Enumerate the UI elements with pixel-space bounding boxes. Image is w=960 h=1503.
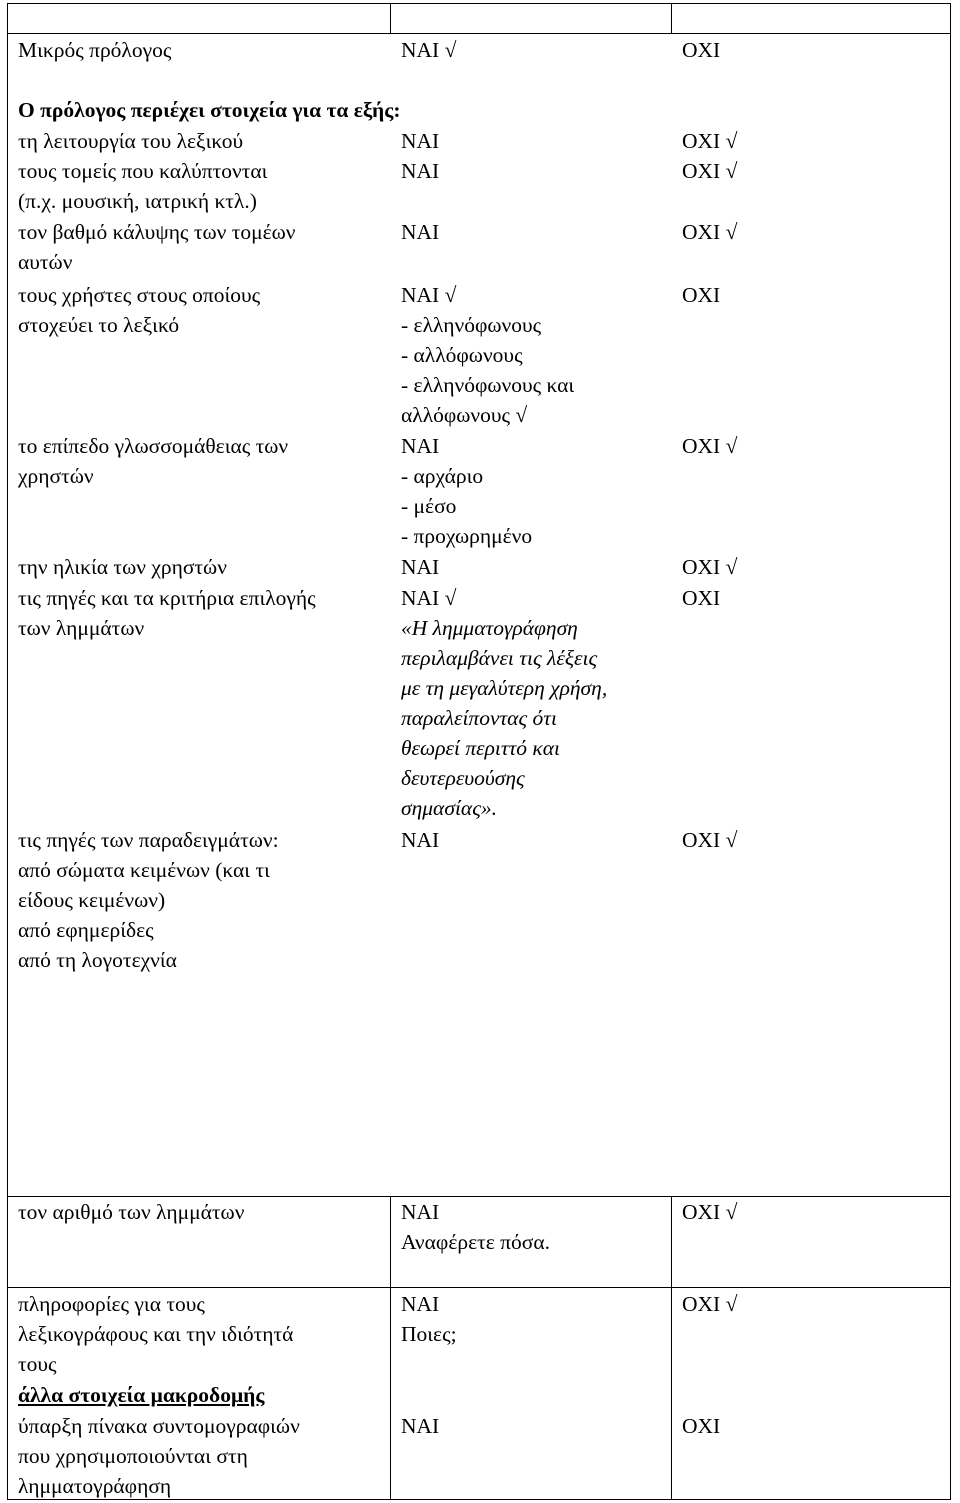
sources-quote-line: παραλείποντας ότι <box>401 706 557 730</box>
prologue-no: ΟΧΙ <box>682 38 721 62</box>
coverage-label: τον βαθμό κάλυψης των τομέων <box>18 220 296 244</box>
column-divider <box>390 1196 391 1500</box>
example-sources-no: ΟΧΙ √ <box>682 828 738 852</box>
coverage-yes: ΝΑΙ <box>401 220 440 244</box>
coverage-label-2: αυτών <box>18 250 73 274</box>
macrostructure-heading: άλλα στοιχεία μακροδομής <box>18 1383 265 1407</box>
entry-count-note: Αναφέρετε πόσα. <box>401 1230 550 1254</box>
proficiency-yes: ΝΑΙ <box>401 434 440 458</box>
lexicographers-label-3: τους <box>18 1352 57 1376</box>
example-sources-line: από εφημερίδες <box>18 918 154 942</box>
example-sources-line: τις πηγές των παραδειγμάτων: <box>18 828 279 852</box>
sources-yes: ΝΑΙ √ <box>401 586 457 610</box>
column-divider <box>390 3 391 33</box>
proficiency-option: - προχωρημένο <box>401 524 533 548</box>
entry-count-no: ΟΧΙ √ <box>682 1200 738 1224</box>
entry-count-label: τον αριθμό των λημμάτων <box>18 1200 245 1224</box>
prologue-yes: ΝΑΙ √ <box>401 38 457 62</box>
sources-quote-line: δευτερευούσης <box>401 766 525 790</box>
target-users-option: αλλόφωνους √ <box>401 403 528 427</box>
target-users-option: - αλλόφωνους <box>401 343 523 367</box>
coverage-no: ΟΧΙ √ <box>682 220 738 244</box>
domains-no: ΟΧΙ √ <box>682 159 738 183</box>
abbreviations-label: ύπαρξη πίνακα συντομογραφιών <box>18 1414 300 1438</box>
proficiency-label: το επίπεδο γλωσσομάθειας των <box>18 434 289 458</box>
lexicographers-yes: ΝΑΙ <box>401 1292 440 1316</box>
sources-quote-line: θεωρεί περιττό και <box>401 736 560 760</box>
example-sources-line: από σώματα κειμένων (και τι <box>18 858 270 882</box>
target-users-no: ΟΧΙ <box>682 283 721 307</box>
function-no: ΟΧΙ √ <box>682 129 738 153</box>
sources-label: τις πηγές και τα κριτήρια επιλογής <box>18 586 316 610</box>
section-heading: Ο πρόλογος περιέχει στοιχεία για τα εξής: <box>18 98 401 122</box>
abbreviations-label-3: λημματογράφηση <box>18 1474 172 1498</box>
sources-quote-line: «Η λημματογράφηση <box>401 616 578 640</box>
lexicographers-note: Ποιες; <box>401 1322 457 1346</box>
sources-quote-line: με τη μεγαλύτερη χρήση, <box>401 676 608 700</box>
domains-label: τους τομείς που καλύπτονται <box>18 159 268 183</box>
target-users-label: τους χρήστες στους οποίους <box>18 283 261 307</box>
prologue-label: Μικρός πρόλογος <box>18 38 172 62</box>
example-sources-yes: ΝΑΙ <box>401 828 440 852</box>
column-divider <box>671 1196 672 1500</box>
proficiency-label-2: χρηστών <box>18 464 94 488</box>
target-users-label-2: στοχεύει το λεξικό <box>18 313 180 337</box>
domains-yes: ΝΑΙ <box>401 159 440 183</box>
target-users-option: - ελληνόφωνους και <box>401 373 575 397</box>
proficiency-no: ΟΧΙ √ <box>682 434 738 458</box>
example-sources-line: από τη λογοτεχνία <box>18 948 177 972</box>
function-yes: ΝΑΙ <box>401 129 440 153</box>
domains-label-2: (π.χ. μουσική, ιατρική κτλ.) <box>18 189 257 213</box>
target-users-yes: ΝΑΙ √ <box>401 283 457 307</box>
target-users-option: - ελληνόφωνους <box>401 313 542 337</box>
abbreviations-label-2: που χρησιμοποιούνται στη <box>18 1444 248 1468</box>
abbreviations-yes: ΝΑΙ <box>401 1414 440 1438</box>
lexicographers-no: ΟΧΙ √ <box>682 1292 738 1316</box>
entry-count-yes: ΝΑΙ <box>401 1200 440 1224</box>
proficiency-option: - αρχάριο <box>401 464 484 488</box>
abbreviations-no: ΟΧΙ <box>682 1414 721 1438</box>
age-label: την ηλικία των χρηστών <box>18 555 227 579</box>
age-no: ΟΧΙ √ <box>682 555 738 579</box>
sources-no: ΟΧΙ <box>682 586 721 610</box>
row-divider <box>7 33 951 34</box>
sources-quote-line: περιλαμβάνει τις λέξεις <box>401 646 598 670</box>
lexicographers-label-2: λεξικογράφους και την ιδιότητά <box>18 1322 294 1346</box>
sources-label-2: των λημμάτων <box>18 616 145 640</box>
proficiency-option: - μέσο <box>401 494 457 518</box>
lexicographers-label: πληροφορίες για τους <box>18 1292 205 1316</box>
column-divider <box>671 3 672 33</box>
row-divider <box>7 1287 951 1288</box>
age-yes: ΝΑΙ <box>401 555 440 579</box>
function-label: τη λειτουργία του λεξικού <box>18 129 244 153</box>
example-sources-line: είδους κειμένων) <box>18 888 166 912</box>
sources-quote-line: σημασίας». <box>401 796 498 820</box>
